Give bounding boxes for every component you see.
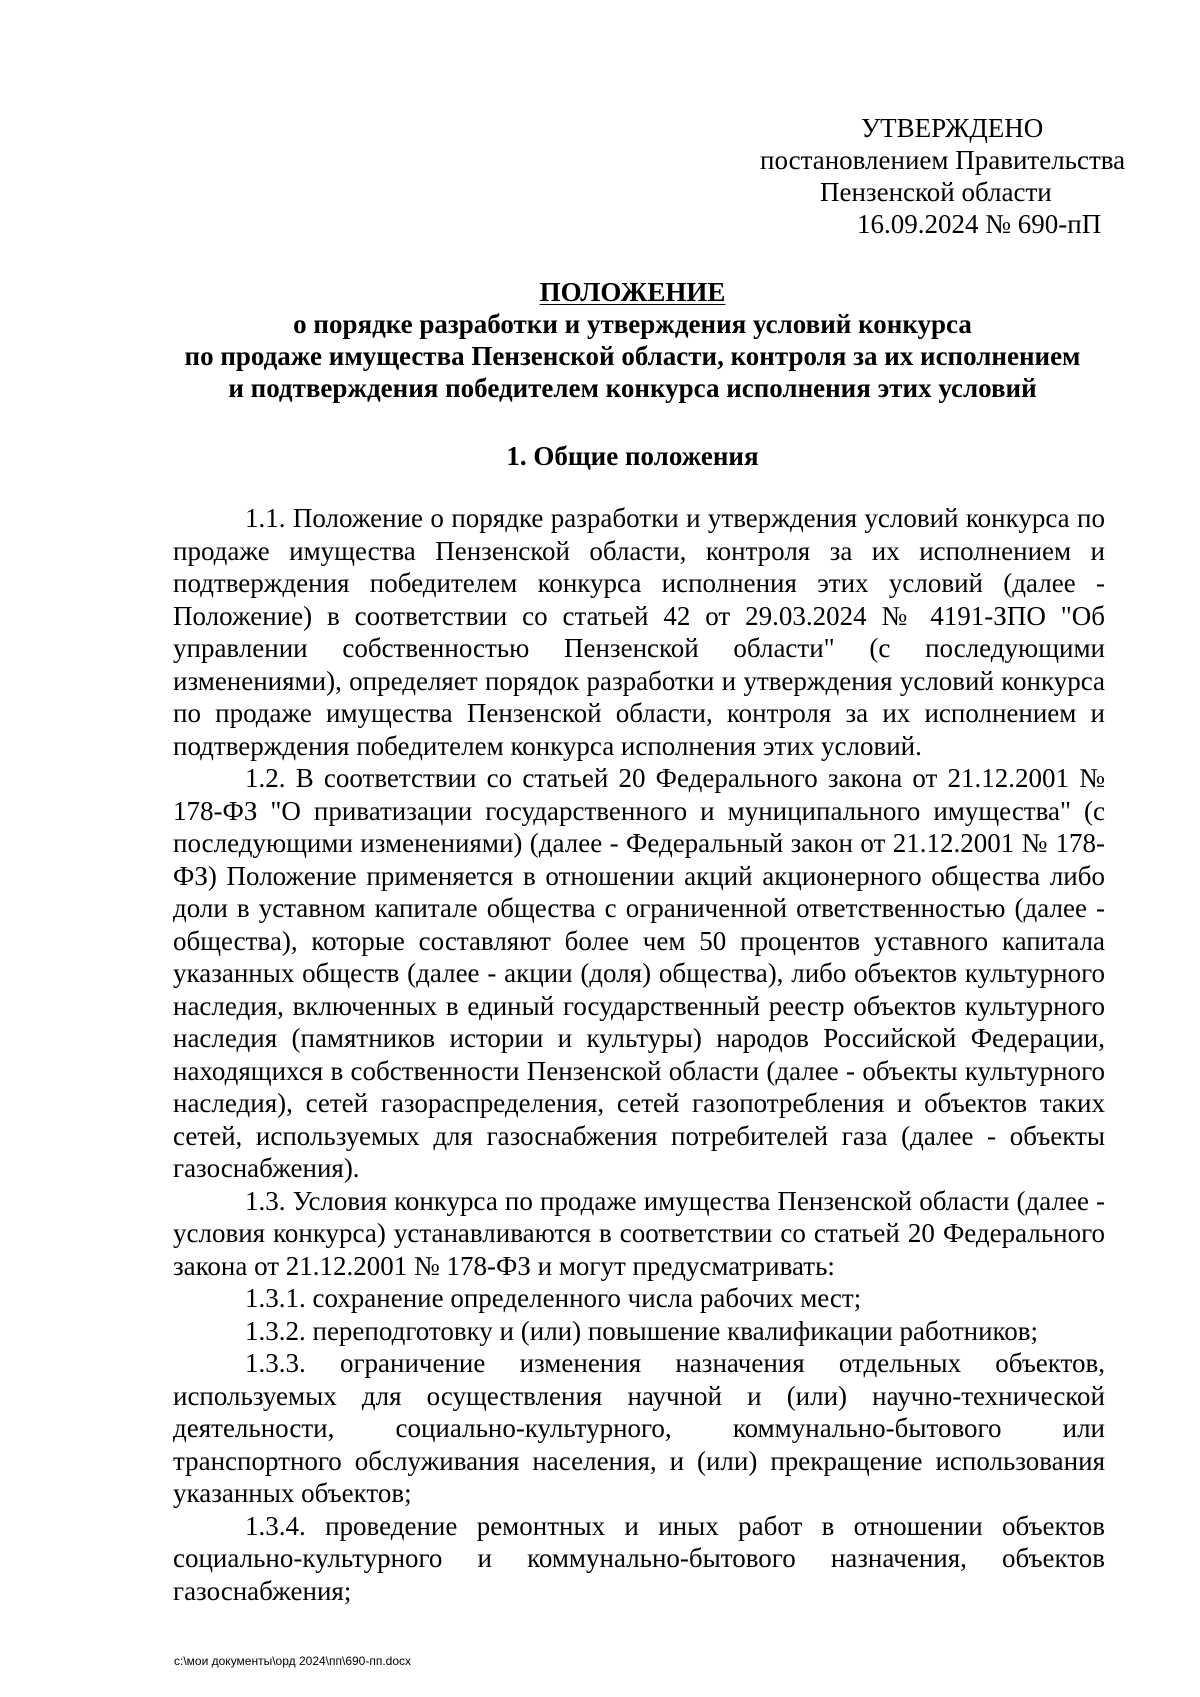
approval-heading: УТВЕРЖДЕНО [861, 113, 1044, 143]
document-title [160, 276, 1105, 404]
paragraph-1-3-4: 1.3.4. проведение ремонтных и иных работ в отношении объектов социально-культурного и коммунально-бытового назначения, объектов газоснабжения; [173, 1510, 1105, 1606]
paragraph-1-3-1: 1.3.1. сохранение определенного числа рабочих мест; [245, 1283, 862, 1313]
approval-region: Пензенской области [820, 177, 1052, 207]
paragraph-1-3-2: 1.3.2. переподготовку и (или) повышение квалификации работников; [245, 1315, 1039, 1346]
section-heading: 1. Общие положения [506, 441, 759, 471]
document-body [173, 502, 1105, 1607]
paragraph-1-2: 1.2. В соответствии со статьей 20 Федерального закона от 21.12.2001 № 178-ФЗ "О приватизации государственного и муниципального имущества" (с последующими изменениями) (далее - Федеральный закон от 21.12.2001 № 178-ФЗ) Положение применяется в отношении акций акционерного общества либо доли в уставном капитале общества с ограниченной ответственностью (далее - общества), которые составляют более чем 50 процентов уставного капитала указанных обществ (далее - акции (доля) общества), либо объектов культурного наследия, включенных в единый государственный реестр объектов культурного наследия (памятников истории и культуры) народов Российской Федерации, находящихся в собственности Пензенской области (далее - объекты культурного наследия), сетей газораспределения, сетей газопотребления и объектов таких сетей, используемых для газоснабжения потребителей газа (далее - объекты газоснабжения). [173, 763, 1105, 1183]
paragraph-1-1: 1.1. Положение о порядке разработки и утверждения условий конкурса по продаже имущества Пензенской области, контроля за их исполнением и подтверждения победителем конкурса исполнения этих условий (далее - Положение) в соответствии со статьей 42 от 29.03.2024 № 4191-ЗПО "Об управлении собственностью Пензенской области" (с последующими изменениями), определяет порядок разработки и утверждения условий конкурса по продаже имущества Пензенской области, контроля за их исполнением и подтверждения победителем конкурса исполнения этих условий. [173, 503, 1105, 761]
title-line-1: ПОЛОЖЕНИЕ [539, 277, 726, 307]
approval-date-number: 16.09.2024 № 690-пП [857, 209, 1102, 239]
paragraph-1-3: 1.3. Условия конкурса по продаже имущества Пензенской области (далее - условия конкурса) устанавливаются в соответствии со статьей 20 Федерального закона от 21.12.2001 № 178-ФЗ и могут предусматривать: [173, 1185, 1105, 1281]
approval-authority: постановлением Правительства [760, 145, 1126, 175]
paragraph-1-3-3: 1.3.3. ограничение изменения назначения отдельных объектов, используемых для осуществления научной и (или) научно-технической деятельности, социально-культурного, коммунально-бытового или транспортного обслуживания населения, и (или) прекращение использования указанных объектов; [173, 1348, 1105, 1508]
title-line-3: по продаже имущества Пензенской области, контроля за их исполнением [184, 341, 1081, 371]
approval-stamp [745, 112, 1145, 240]
title-line-4: и подтверждения победителем конкурса исполнения этих условий [228, 373, 1037, 403]
title-line-2: о порядке разработки и утверждения условий конкурса [293, 309, 972, 339]
file-path-footer: c:\мои документы\орд 2024\пп\690-пп.docx [174, 1654, 412, 1668]
